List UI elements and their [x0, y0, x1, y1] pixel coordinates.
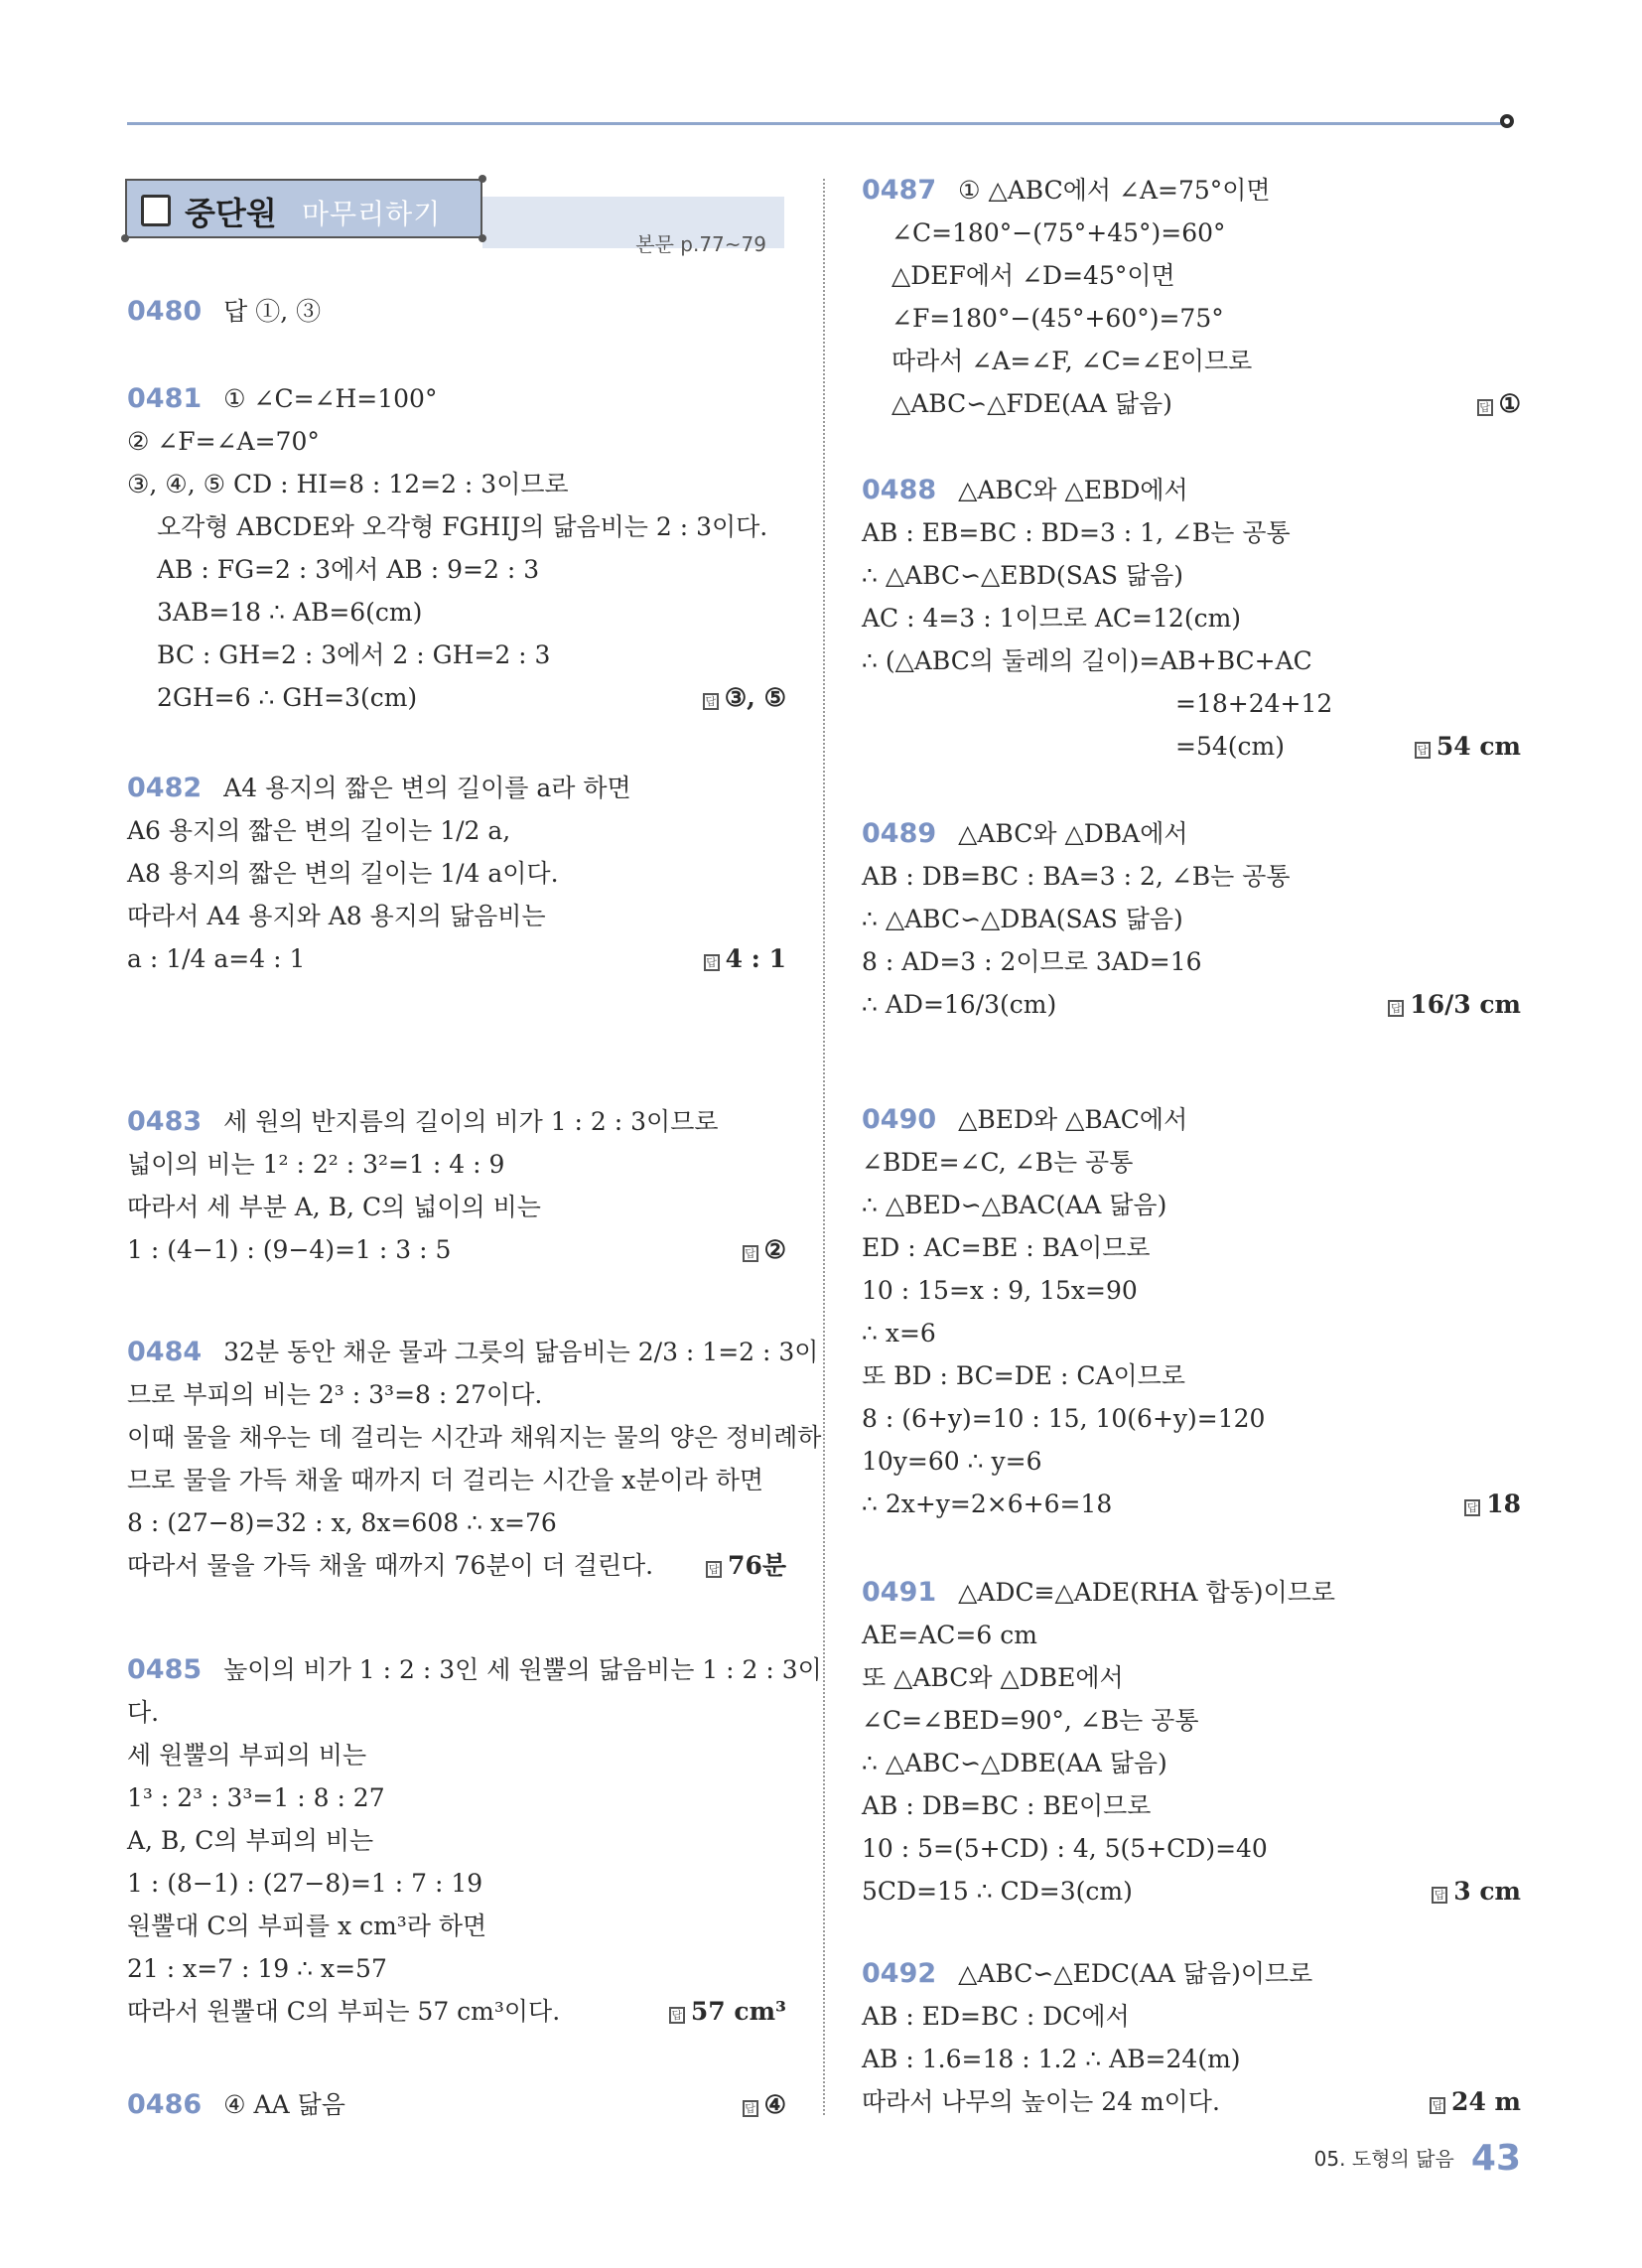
answer-value: 16/3 cm [1410, 990, 1521, 1019]
solution-text: 따라서 원뿔대 C의 부피는 57 cm³이다. [127, 1997, 561, 2026]
solution-line [862, 254, 1521, 297]
solution-line [862, 511, 1521, 554]
solution-line [127, 1990, 786, 2033]
solution-line [862, 469, 1521, 511]
solution-text: 1 : (4−1) : (9−4)=1 : 3 : 5 [127, 1235, 452, 1264]
solution-text: △BED와 △BAC에서 [958, 1105, 1188, 1134]
solution-line [862, 1656, 1521, 1699]
pin-icon [479, 234, 486, 242]
solution-line [127, 1947, 786, 1990]
solution-text: =54(cm) [1175, 732, 1285, 761]
solution-line [862, 1312, 1521, 1354]
problem-number: 0486 [127, 2089, 203, 2120]
solution-text: 또 BD : BC=DE : CA이므로 [862, 1361, 1185, 1390]
answer-mark-icon: 답 [1415, 742, 1431, 759]
solution-line [862, 169, 1521, 212]
solution-text: 다. [127, 1698, 160, 1727]
solution-line [127, 809, 786, 852]
solution-line [127, 548, 786, 591]
solution-line [127, 463, 786, 505]
solution-text: a : 1/4 a=4 : 1 [127, 944, 306, 973]
page-footer [1314, 2138, 1521, 2179]
solution-text: 따라서 나무의 높이는 24 m이다. [862, 2087, 1220, 2116]
solution-text: ∠C=180°−(75°+45°)=60° [891, 218, 1226, 247]
solution-text: ④ AA 닮음 [223, 2090, 345, 2119]
solution-line [862, 682, 1521, 725]
solution-line [862, 382, 1521, 425]
problem-0492 [862, 1952, 1521, 2123]
solution-text: ② ∠F=∠A=70° [127, 427, 320, 456]
answer [1432, 1870, 1521, 1913]
page-number: 43 [1470, 2138, 1521, 2179]
section-banner [125, 179, 784, 256]
problem-0489 [862, 812, 1521, 1026]
solution-text: ∠F=180°−(45°+60°)=75° [891, 304, 1224, 333]
answer-value: 3 cm [1453, 1877, 1521, 1906]
solution-text: 원뿔대 C의 부피를 x cm³라 하면 [127, 1912, 487, 1940]
answer [1388, 983, 1521, 1026]
problem-number: 0482 [127, 773, 203, 803]
pin-icon [121, 234, 129, 242]
problem-0482 [127, 767, 786, 980]
solution-line [862, 1226, 1521, 1269]
solution-line [127, 591, 786, 634]
solution-text: △ABC∽△EDC(AA 닮음)이므로 [958, 1959, 1313, 1988]
solution-text: 높이의 비가 1 : 2 : 3인 세 원뿔의 닮음비는 1 : 2 : 3이 [223, 1655, 822, 1684]
solution-line [862, 554, 1521, 597]
solution-text: ED : AC=BE : BA이므로 [862, 1233, 1151, 1262]
answer-value: 18 [1486, 1489, 1521, 1518]
solution-line [862, 1827, 1521, 1870]
solution-text: 므로 부피의 비는 2³ : 3³=8 : 27이다. [127, 1380, 543, 1409]
solution-text: △ABC와 △EBD에서 [958, 476, 1188, 504]
solution-text: 8 : (6+y)=10 : 15, 10(6+y)=120 [862, 1404, 1266, 1433]
solution-text: ① △ABC에서 ∠A=75°이면 [958, 176, 1271, 205]
solution-line [862, 1571, 1521, 1614]
solution-text: ∴ 2x+y=2×6+6=18 [862, 1489, 1113, 1518]
section-subtitle: 마무리하기 [302, 198, 442, 230]
solution-line [862, 940, 1521, 983]
solution-text: AB : EB=BC : BD=3 : 1, ∠B는 공통 [862, 518, 1291, 547]
header-rule [127, 122, 1509, 125]
answer-mark-icon: 답 [1464, 1499, 1480, 1516]
solution-text: △ABC∽△FDE(AA 닮음) [891, 389, 1172, 418]
solution-line [862, 983, 1521, 1026]
answer-mark-icon: 답 [704, 954, 720, 971]
problem-0486 [127, 2083, 786, 2126]
solution-line [127, 1734, 786, 1776]
solution-text: 따라서 물을 가득 채울 때까지 76분이 더 걸린다. [127, 1551, 654, 1580]
solution-line [127, 1501, 786, 1544]
solution-text: ① ∠C=∠H=100° [223, 384, 438, 413]
book-icon [141, 195, 171, 226]
solution-line [862, 1098, 1521, 1141]
solution-line [127, 505, 786, 548]
solution-text: 3AB=18 ∴ AB=6(cm) [157, 598, 423, 627]
solution-line [862, 1141, 1521, 1184]
solution-text: 오각형 ABCDE와 오각형 FGHIJ의 닮음비는 2 : 3이다. [157, 512, 768, 541]
solution-text: 따라서 A4 용지와 A8 용지의 닮음비는 [127, 902, 546, 930]
solution-text: 세 원뿔의 부피의 비는 [127, 1741, 367, 1770]
solution-line [127, 676, 786, 719]
solution-text: ∠BDE=∠C, ∠B는 공통 [862, 1148, 1134, 1177]
answer-mark-icon: 답 [743, 2100, 758, 2117]
answer-mark-icon: 답 [1388, 1000, 1404, 1017]
solution-line [862, 725, 1521, 768]
solution-line [862, 1354, 1521, 1397]
solution-line [127, 1143, 786, 1186]
solution-line [862, 1952, 1521, 1995]
answer [706, 1544, 786, 1587]
problem-number: 0489 [862, 818, 937, 849]
solution-text: 세 원의 반지름의 길이의 비가 1 : 2 : 3이므로 [223, 1107, 719, 1136]
solution-text: 10 : 15=x : 9, 15x=90 [862, 1276, 1138, 1305]
solution-line [127, 895, 786, 937]
solution-text: ∴ △BED∽△BAC(AA 닮음) [862, 1191, 1167, 1219]
solution-line [862, 297, 1521, 340]
solution-text: ∴ (△ABC의 둘레의 길이)=AB+BC+AC [862, 646, 1312, 675]
solution-text: 따라서 세 부분 A, B, C의 넓이의 비는 [127, 1193, 541, 1221]
solution-line [862, 2080, 1521, 2123]
solution-line [127, 2083, 786, 2126]
solution-line [862, 1483, 1521, 1525]
answer-value: 24 m [1451, 2087, 1521, 2116]
solution-text: A8 용지의 짧은 변의 길이는 1/4 a이다. [127, 859, 559, 888]
solution-text: 21 : x=7 : 19 ∴ x=57 [127, 1954, 387, 1983]
solution-line [862, 639, 1521, 682]
problem-0491 [862, 1571, 1521, 1913]
solution-line [127, 1648, 822, 1691]
answer-value: ② [763, 1235, 786, 1264]
answer [704, 937, 786, 980]
answer-value: 4 : 1 [725, 944, 786, 973]
solution-line [862, 1397, 1521, 1440]
section-title: 중단원 [185, 195, 277, 232]
solution-text: AB : ED=BC : DC에서 [862, 2002, 1130, 2031]
solution-text: ∠C=∠BED=90°, ∠B는 공통 [862, 1706, 1199, 1735]
solution-line [127, 420, 786, 463]
problem-number: 0487 [862, 175, 937, 206]
problem-0488 [862, 469, 1521, 768]
solution-line [127, 1862, 786, 1905]
answer-mark-icon: 답 [1430, 2097, 1445, 2114]
problem-0485 [127, 1648, 822, 2033]
answer-mark-icon: 답 [669, 2007, 685, 2024]
solution-line [862, 597, 1521, 639]
solution-text: 5CD=15 ∴ CD=3(cm) [862, 1877, 1133, 1906]
solution-line [127, 852, 786, 895]
solution-line [862, 1699, 1521, 1742]
solution-text: 1³ : 2³ : 3³=1 : 8 : 27 [127, 1783, 385, 1812]
solution-text: AC : 4=3 : 1이므로 AC=12(cm) [862, 604, 1242, 633]
answer [1464, 1483, 1521, 1525]
solution-line [127, 1776, 786, 1819]
solution-text: 32분 동안 채운 물과 그릇의 닮음비는 2/3 : 1=2 : 3이 [223, 1338, 819, 1366]
solution-line [127, 937, 786, 980]
solution-line [127, 767, 786, 809]
solution-line [127, 1186, 786, 1228]
answer-value: ③, ⑤ [724, 683, 786, 712]
solution-text: △ABC와 △DBA에서 [958, 819, 1188, 848]
solution-text: 이때 물을 채우는 데 걸리는 시간과 채워지는 물의 양은 정비례하 [127, 1423, 822, 1452]
solution-text: ∴ x=6 [862, 1319, 936, 1347]
answer-mark-icon: 답 [1477, 399, 1493, 416]
solution-line [862, 1995, 1521, 2038]
solution-line [862, 340, 1521, 382]
answer-mark-icon: 답 [706, 1561, 722, 1578]
problem-number: 0484 [127, 1337, 203, 1367]
problem-number: 0481 [127, 383, 203, 414]
problem-number: 0491 [862, 1577, 937, 1608]
solution-line [127, 377, 786, 420]
solution-line [127, 1331, 819, 1373]
answer-value: 76분 [728, 1551, 786, 1580]
banner-title-box [125, 179, 482, 238]
solution-text: 2GH=6 ∴ GH=3(cm) [157, 683, 418, 712]
answer-value: ④ [763, 2090, 786, 2119]
problem-number: 0492 [862, 1958, 937, 1989]
solution-text: 8 : (27−8)=32 : x, 8x=608 ∴ x=76 [127, 1508, 557, 1537]
solution-text: ∴ AD=16/3(cm) [862, 990, 1057, 1019]
solution-text: AB : FG=2 : 3에서 AB : 9=2 : 3 [157, 555, 540, 584]
solution-line [862, 898, 1521, 940]
solution-text: 1 : (8−1) : (27−8)=1 : 7 : 19 [127, 1869, 483, 1898]
solution-text: =18+24+12 [1175, 689, 1333, 718]
solution-line [127, 1905, 786, 1947]
solution-text: ∴ △ABC∽△DBA(SAS 닮음) [862, 905, 1183, 933]
answer [669, 1990, 786, 2033]
solution-text: BC : GH=2 : 3에서 2 : GH=2 : 3 [157, 640, 551, 669]
solution-line [862, 1784, 1521, 1827]
solution-text: A4 용지의 짧은 변의 길이를 a라 하면 [223, 774, 631, 802]
solution-line [127, 1228, 786, 1271]
answer [1430, 2080, 1521, 2123]
problem-0480 [127, 290, 786, 333]
solution-line [862, 212, 1521, 254]
solution-text: A, B, C의 부피의 비는 [127, 1826, 374, 1855]
solution-line [127, 1100, 786, 1143]
solution-text: AB : 1.6=18 : 1.2 ∴ AB=24(m) [862, 2045, 1241, 2073]
answer [1477, 382, 1521, 425]
answer-value: 54 cm [1436, 732, 1521, 761]
solution-line [127, 1416, 822, 1459]
solution-text: 또 △ABC와 △DBE에서 [862, 1663, 1124, 1692]
chapter-label: 05. 도형의 닮음 [1313, 2147, 1454, 2171]
solution-line [127, 1691, 786, 1734]
banner-strip [482, 197, 784, 256]
solution-line [862, 2038, 1521, 2080]
answer [743, 2083, 786, 2126]
problem-0487 [862, 169, 1521, 425]
solution-line [862, 1184, 1521, 1226]
solution-text: A6 용지의 짧은 변의 길이는 1/2 a, [127, 816, 511, 845]
column-divider [823, 179, 825, 2115]
answer [743, 1228, 786, 1271]
solution-text: AB : DB=BC : BA=3 : 2, ∠B는 공통 [862, 862, 1291, 891]
answer [703, 676, 786, 719]
answer-value: 57 cm³ [690, 1997, 786, 2026]
solution-text: 10 : 5=(5+CD) : 4, 5(5+CD)=40 [862, 1834, 1268, 1863]
solution-line [127, 290, 786, 333]
solution-line [127, 634, 786, 676]
solution-line [862, 855, 1521, 898]
solution-text: 답 ①, ③ [223, 297, 322, 326]
problem-0483 [127, 1100, 786, 1271]
problem-number: 0490 [862, 1104, 937, 1135]
answer-mark-icon: 답 [743, 1245, 758, 1262]
problem-0484 [127, 1331, 822, 1587]
solution-text: ∴ △ABC∽△DBE(AA 닮음) [862, 1749, 1167, 1777]
solution-line [862, 1870, 1521, 1913]
header-rule-endpoint [1500, 114, 1514, 128]
solution-text: △DEF에서 ∠D=45°이면 [891, 261, 1175, 290]
solution-line [862, 1614, 1521, 1656]
page-reference: 본문 p.77~79 [635, 232, 766, 256]
solution-text: ∴ △ABC∽△EBD(SAS 닮음) [862, 561, 1183, 590]
solution-text: 따라서 ∠A=∠F, ∠C=∠E이므로 [891, 347, 1253, 375]
answer [1415, 725, 1521, 768]
answer-mark-icon: 답 [1432, 1887, 1447, 1904]
solution-text: AB : DB=BC : BE이므로 [862, 1791, 1152, 1820]
problem-0481 [127, 377, 786, 719]
solution-text: 8 : AD=3 : 2이므로 3AD=16 [862, 947, 1202, 976]
solution-text: AE=AC=6 cm [862, 1621, 1037, 1649]
solution-text: 10y=60 ∴ y=6 [862, 1447, 1042, 1476]
problem-number: 0483 [127, 1106, 203, 1137]
solution-line [862, 812, 1521, 855]
pin-icon [479, 175, 486, 183]
problem-number: 0488 [862, 475, 937, 505]
solution-line [127, 1819, 786, 1862]
solution-line [862, 1440, 1521, 1483]
solution-line [862, 1269, 1521, 1312]
solution-text: ③, ④, ⑤ CD : HI=8 : 12=2 : 3이므로 [127, 470, 569, 498]
solution-line [862, 1742, 1521, 1784]
solution-line [127, 1544, 786, 1587]
problem-number: 0485 [127, 1654, 203, 1685]
problem-number: 0480 [127, 296, 203, 327]
problem-0490 [862, 1098, 1521, 1525]
answer-value: ① [1498, 389, 1521, 418]
answer-mark-icon: 답 [703, 693, 719, 710]
solution-text: 므로 물을 가득 채울 때까지 더 걸리는 시간을 x분이라 하면 [127, 1466, 764, 1494]
solution-line [127, 1373, 786, 1416]
solution-line [127, 1459, 786, 1501]
solution-text: △ADC≡△ADE(RHA 합동)이므로 [958, 1578, 1336, 1607]
solution-text: 넓이의 비는 1² : 2² : 3²=1 : 4 : 9 [127, 1150, 505, 1179]
